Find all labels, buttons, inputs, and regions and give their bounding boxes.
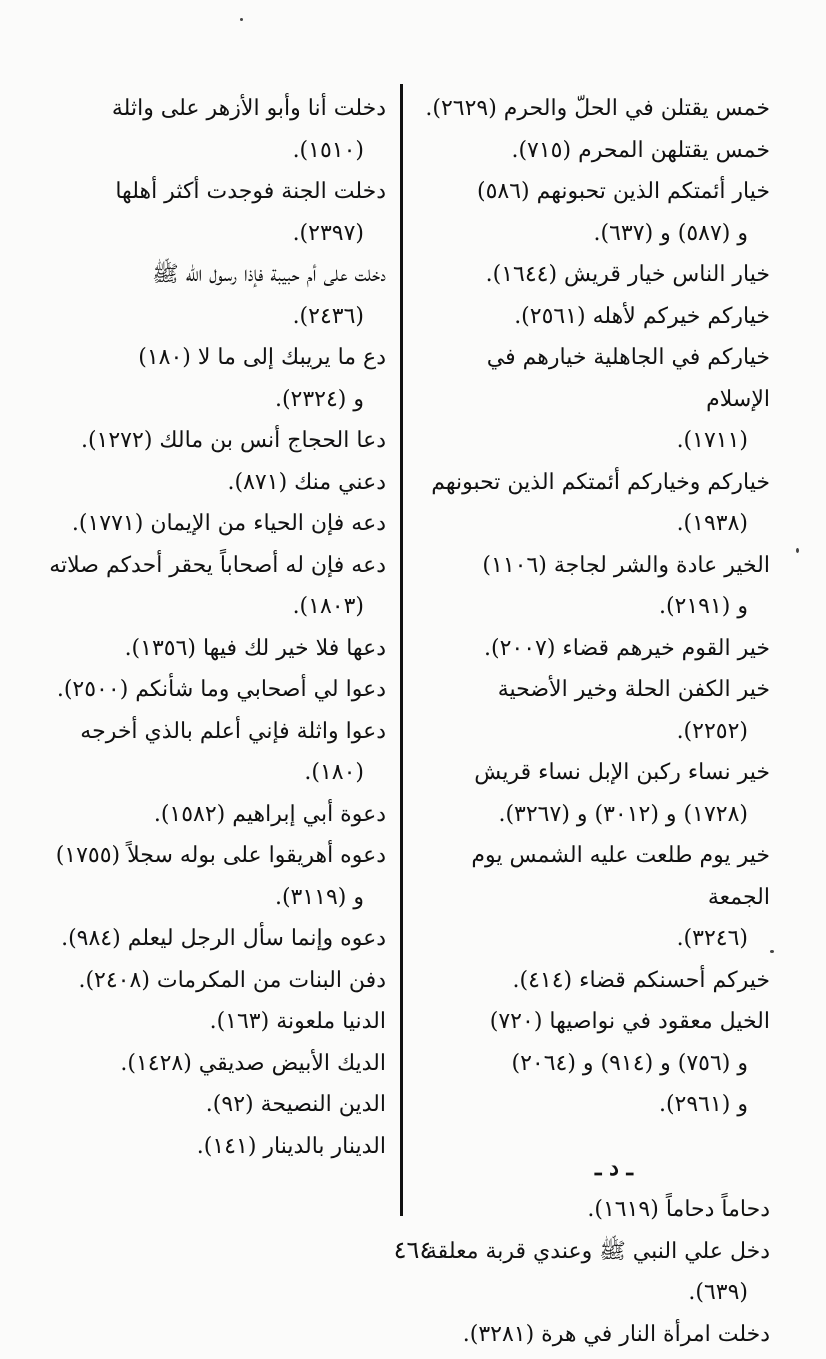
index-entry [28,1001,386,1043]
entry-continuation: و (٢١٩١). [658,594,748,619]
entry-text: دعه فإن الحياء من الإيمان (١٧٧١). [71,511,386,536]
entry-text: دخلت على أم حبيبة فإذا رسول الله ﷺ [152,262,386,287]
entry-text: دعوا لي أصحابي وما شأنكم (٢٥٠٠). [56,677,386,702]
entry-text: دخل علي النبي ﷺ وعندي قربة معلقة [425,1238,770,1264]
index-entry [418,254,770,296]
index-entry [28,1084,386,1126]
entry-text: دعا الحجاج أنس بن مالك (١٢٧٢). [80,428,386,453]
entry-text: دع ما يريبك إلى ما لا (١٨٠) [138,345,386,370]
index-entry [28,503,386,545]
entry-text: دخلت أنا وأبو الأزهر على واثلة [111,96,386,121]
index-entry [28,1126,386,1168]
entry-continuation: (٢٣٩٧). [292,220,364,246]
index-entry [418,669,770,752]
entry-text: خياركم وخياركم أئمتكم الذين تحبونهم [431,469,770,495]
index-entry [28,835,386,918]
entry-continuation: (٢٢٥٢). [676,718,748,744]
index-entry [418,1189,770,1231]
index-entry [28,1043,386,1085]
entry-continuation: و (٧٥٦) و (٩١٤) و (٢٠٦٤) [511,1050,748,1076]
index-entry [418,462,770,545]
index-entry [28,628,386,670]
index-entry [28,669,386,711]
left-column [28,88,386,1167]
index-entry [28,545,386,628]
entry-continuation: (١٨٠٣). [292,594,364,619]
index-entry [28,420,386,462]
entry-text: دفن البنات من المكرمات (٢٤٠٨). [78,967,386,993]
index-entry [28,711,386,794]
entry-continuation: (١٥١٠). [292,137,364,163]
index-entry [418,130,770,172]
entry-continuation: (١٨٠). [304,760,364,785]
right-column [418,88,770,1355]
index-entry [418,171,770,254]
entry-text: خير يوم طلعت عليه الشمس يوم الجمعة [471,843,770,910]
entry-text: دحاماً دحاماً (١٦١٩). [587,1197,770,1222]
index-entry [418,752,770,835]
entry-text: دعوه أهريقوا على بوله سجلاً (١٧٥٥) [55,843,386,868]
index-entry [418,960,770,1002]
index-entry [418,545,770,628]
entry-text: الخير عادة والشر لجاجة (١١٠٦) [482,552,770,578]
index-entry [28,88,386,171]
entry-text: الدنيا ملعونة (١٦٣). [209,1009,386,1034]
entry-text: خمس يقتلن في الحلّ والحرم (٢٦٢٩). [425,96,770,121]
entry-text: دعوا واثلة فإني أعلم بالذي أخرجه [80,718,386,744]
index-entry [418,88,770,130]
entry-text: دعوه وإنما سأل الرجل ليعلم (٩٨٤). [61,926,386,951]
index-entry [28,462,386,504]
entry-continuation: (١٩٣٨). [676,511,748,536]
entry-text: خياركم خيركم لأهله (٢٥٦١). [514,303,770,329]
entry-text: دعني منك (٨٧١). [227,469,386,495]
index-entry [418,835,770,960]
entry-text: الخيل معقود في نواصيها (٧٢٠) [489,1009,770,1034]
index-entry [418,628,770,670]
entry-text: خيار أئمتكم الذين تحبونهم (٥٨٦) [476,179,770,204]
entry-continuation: (١٧٢٨) و (٣٠١٢) و (٣٢٦٧). [498,801,748,827]
entry-continuation: و (٣١١٩). [274,884,364,910]
index-entry [28,337,386,420]
index-entry [28,960,386,1002]
section-heading: ـ د ـ [594,1154,633,1181]
entry-text: خيركم أحسنكم قضاء (٤١٤). [512,967,770,993]
scan-speck [240,18,243,21]
scan-speck [770,950,774,953]
entry-continuation: و (٢٣٢٤). [274,386,364,412]
entry-text: خمس يقتلهن المحرم (٧١٥). [511,137,770,163]
column-divider [400,84,403,1216]
entry-text: خير القوم خيرهم قضاء (٢٠٠٧). [484,635,770,661]
index-entry [28,794,386,836]
entry-text: خيار الناس خيار قريش (١٦٤٤). [485,262,770,287]
entry-continuation: و (٥٨٧) و (٦٣٧). [593,220,748,246]
entry-text: خياركم في الجاهلية خيارهم في الإسلام [486,345,770,412]
entry-continuation: و (٢٩٦١). [658,1092,748,1117]
index-entry [418,296,770,338]
entry-text: الديك الأبيض صديقي (١٤٢٨). [120,1050,386,1076]
page-number: ٤٦٤ [393,1236,433,1264]
entry-text: دعها فلا خير لك فيها (١٣٥٦). [124,635,386,661]
entry-continuation: (٦٣٩). [688,1280,748,1305]
scan-speck [796,548,799,553]
entry-text: دخلت امرأة النار في هرة (٣٢٨١). [462,1321,770,1347]
entry-continuation: (٢٤٣٦). [292,303,364,329]
index-entry [28,254,386,337]
index-entry [418,1314,770,1356]
index-entry [418,337,770,462]
entry-continuation: (٣٢٤٦). [676,926,748,951]
entry-continuation: (١٧١١). [676,428,748,453]
entry-text: الدين النصيحة (٩٢). [205,1092,386,1117]
entry-text: الدينار بالدينار (١٤١). [196,1133,386,1159]
entry-text: دعوة أبي إبراهيم (١٥٨٢). [153,801,386,827]
entry-text: دخلت الجنة فوجدت أكثر أهلها [115,179,386,204]
entry-text: خير الكفن الحلة وخير الأضحية [497,677,770,702]
index-entry [418,1001,770,1126]
entry-text: خير نساء ركبن الإبل نساء قريش [474,760,770,785]
index-entry [28,171,386,254]
entry-text: دعه فإن له أصحاباً يحقر أحدكم صلاته [49,552,386,578]
index-entry [28,918,386,960]
